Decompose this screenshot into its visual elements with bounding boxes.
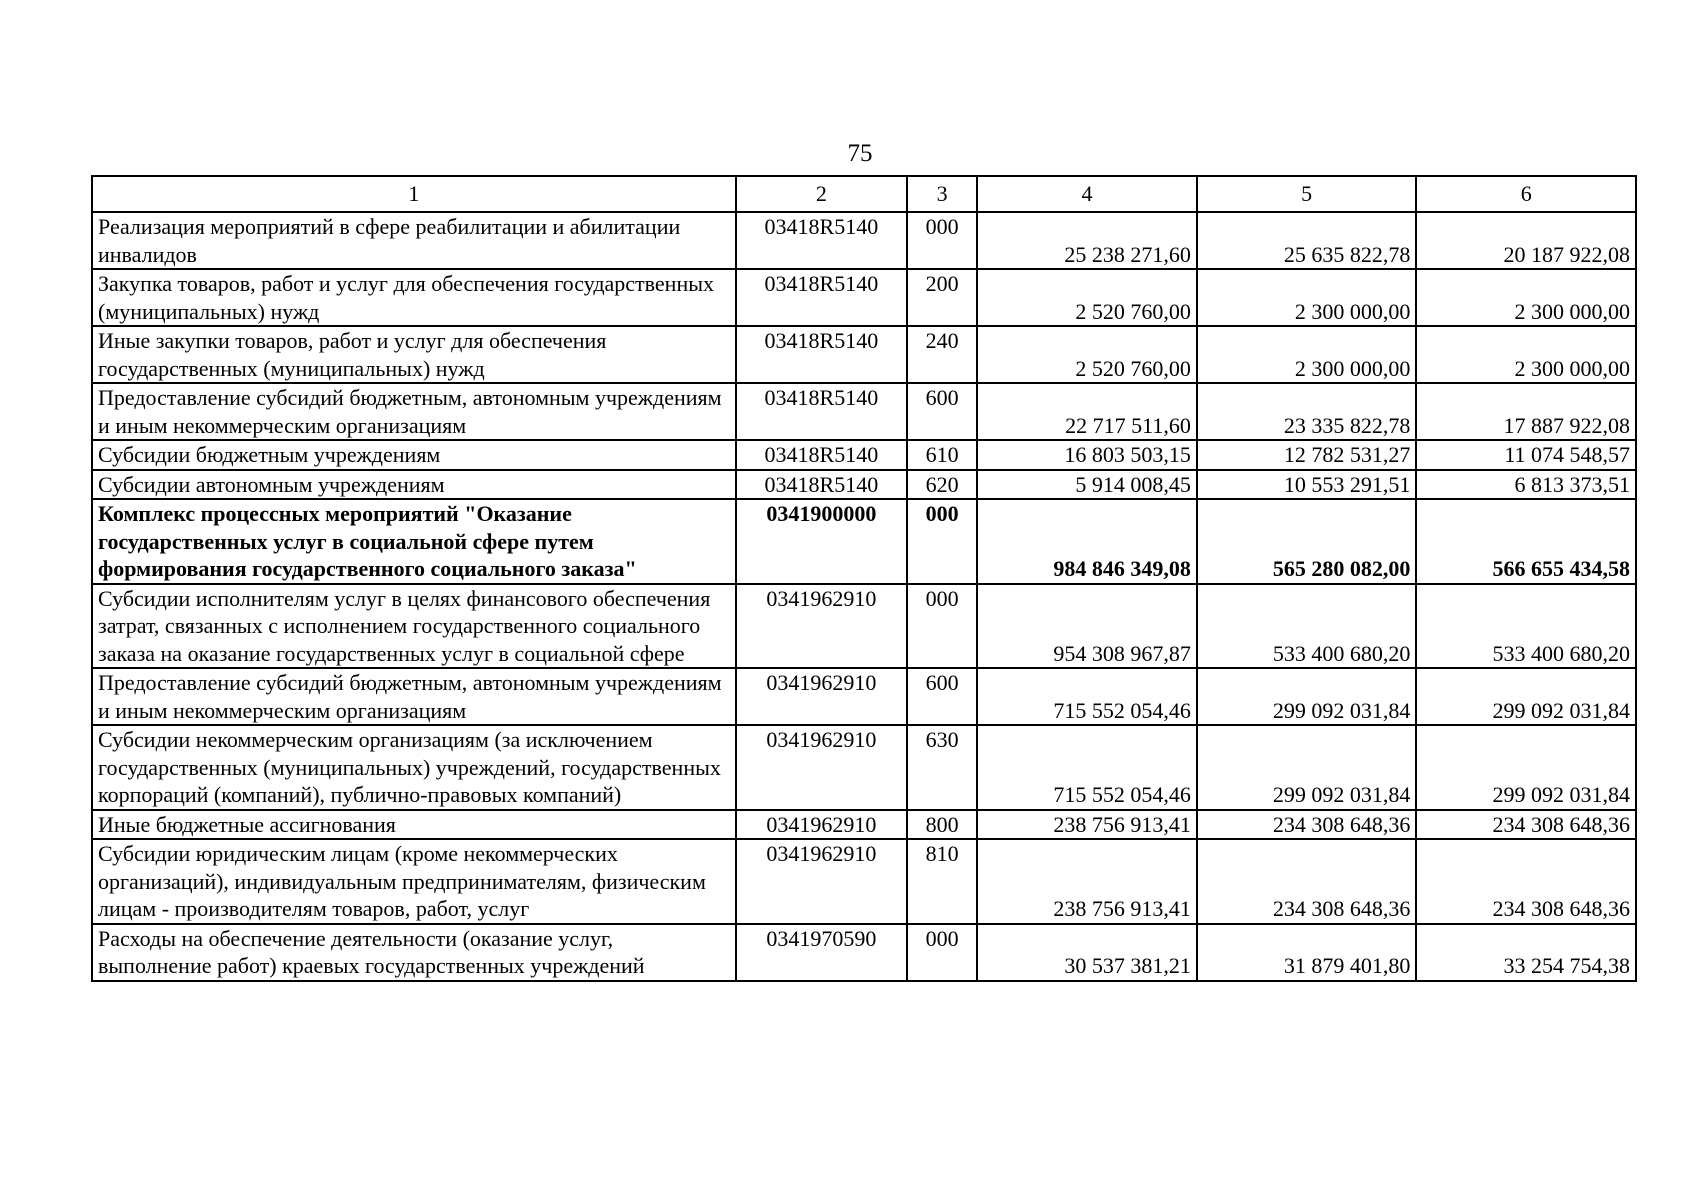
row-amount-col5: 234 308 648,36 [1197, 810, 1417, 840]
row-amount-col5: 2 300 000,00 [1197, 326, 1417, 383]
row-name: Субсидии автономным учреждениям [92, 470, 736, 500]
row-code: 03418R5140 [736, 269, 907, 326]
row-amount-col5: 2 300 000,00 [1197, 269, 1417, 326]
column-header-6: 6 [1416, 176, 1636, 212]
row-name: Предоставление субсидий бюджетным, автономным учреждениям и иным некоммерческим организациям [92, 383, 736, 440]
row-name: Субсидии исполнителям услуг в целях финансового обеспечения затрат, связанных с исполнением государственного социального заказа на оказание государственных услуг в социальной сфере [92, 584, 736, 669]
row-expense-type: 800 [907, 810, 977, 840]
row-amount-col6: 11 074 548,57 [1416, 440, 1636, 470]
table-row [92, 584, 1636, 669]
column-header-5: 5 [1197, 176, 1417, 212]
row-code: 03418R5140 [736, 212, 907, 269]
row-amount-col4: 16 803 503,15 [977, 440, 1197, 470]
table-row [92, 725, 1636, 810]
row-name: Субсидии бюджетным учреждениям [92, 440, 736, 470]
row-name: Субсидии некоммерческим организациям (за исключением государственных (муниципальных) учреждений, государственных корпораций (компаний), публично-правовых компаний) [92, 725, 736, 810]
row-code: 0341962910 [736, 725, 907, 810]
row-amount-col6: 20 187 922,08 [1416, 212, 1636, 269]
row-amount-col4: 715 552 054,46 [977, 725, 1197, 810]
row-expense-type: 200 [907, 269, 977, 326]
row-amount-col6: 566 655 434,58 [1416, 499, 1636, 584]
row-name: Иные закупки товаров, работ и услуг для обеспечения государственных (муниципальных) нужд [92, 326, 736, 383]
row-code: 0341970590 [736, 924, 907, 981]
row-expense-type: 600 [907, 668, 977, 725]
table-row [92, 810, 1636, 840]
row-amount-col4: 30 537 381,21 [977, 924, 1197, 981]
table-row [92, 470, 1636, 500]
row-expense-type: 000 [907, 584, 977, 669]
row-amount-col6: 234 308 648,36 [1416, 810, 1636, 840]
column-header-3: 3 [907, 176, 977, 212]
table-row [92, 924, 1636, 981]
row-amount-col6: 533 400 680,20 [1416, 584, 1636, 669]
row-amount-col5: 234 308 648,36 [1197, 839, 1417, 924]
row-amount-col5: 31 879 401,80 [1197, 924, 1417, 981]
column-header-1: 1 [92, 176, 736, 212]
row-expense-type: 620 [907, 470, 977, 500]
row-name: Закупка товаров, работ и услуг для обеспечения государственных (муниципальных) нужд [92, 269, 736, 326]
table-body [92, 212, 1636, 981]
row-amount-col4: 5 914 008,45 [977, 470, 1197, 500]
row-amount-col4: 238 756 913,41 [977, 810, 1197, 840]
row-amount-col5: 299 092 031,84 [1197, 725, 1417, 810]
budget-table [91, 175, 1637, 982]
row-amount-col5: 23 335 822,78 [1197, 383, 1417, 440]
table-row [92, 383, 1636, 440]
row-code: 0341900000 [736, 499, 907, 584]
row-amount-col6: 17 887 922,08 [1416, 383, 1636, 440]
row-name: Реализация мероприятий в сфере реабилитации и абилитации инвалидов [92, 212, 736, 269]
table-header-row [92, 176, 1636, 212]
row-expense-type: 630 [907, 725, 977, 810]
row-expense-type: 600 [907, 383, 977, 440]
row-expense-type: 000 [907, 924, 977, 981]
row-amount-col6: 234 308 648,36 [1416, 839, 1636, 924]
row-code: 0341962910 [736, 839, 907, 924]
table-row [92, 269, 1636, 326]
row-expense-type: 610 [907, 440, 977, 470]
row-amount-col4: 954 308 967,87 [977, 584, 1197, 669]
row-amount-col4: 25 238 271,60 [977, 212, 1197, 269]
row-amount-col5: 10 553 291,51 [1197, 470, 1417, 500]
row-amount-col5: 12 782 531,27 [1197, 440, 1417, 470]
row-name: Предоставление субсидий бюджетным, автономным учреждениям и иным некоммерческим организациям [92, 668, 736, 725]
row-name: Комплекс процессных мероприятий "Оказание государственных услуг в социальной сфере путем формирования государственного социального заказа" [92, 499, 736, 584]
row-amount-col4: 984 846 349,08 [977, 499, 1197, 584]
row-amount-col5: 565 280 082,00 [1197, 499, 1417, 584]
row-code: 03418R5140 [736, 326, 907, 383]
row-amount-col5: 25 635 822,78 [1197, 212, 1417, 269]
table-row [92, 839, 1636, 924]
table-row-program-total [92, 499, 1636, 584]
row-code: 0341962910 [736, 810, 907, 840]
column-header-2: 2 [736, 176, 907, 212]
row-amount-col6: 6 813 373,51 [1416, 470, 1636, 500]
row-amount-col4: 715 552 054,46 [977, 668, 1197, 725]
row-code: 0341962910 [736, 668, 907, 725]
row-name: Расходы на обеспечение деятельности (оказание услуг, выполнение работ) краевых государственных учреждений [92, 924, 736, 981]
row-code: 03418R5140 [736, 440, 907, 470]
row-amount-col4: 238 756 913,41 [977, 839, 1197, 924]
row-expense-type: 810 [907, 839, 977, 924]
row-amount-col6: 2 300 000,00 [1416, 326, 1636, 383]
row-name: Иные бюджетные ассигнования [92, 810, 736, 840]
row-amount-col4: 2 520 760,00 [977, 326, 1197, 383]
table-row [92, 668, 1636, 725]
row-amount-col6: 2 300 000,00 [1416, 269, 1636, 326]
row-amount-col6: 33 254 754,38 [1416, 924, 1636, 981]
table-row [92, 440, 1636, 470]
page-number: 75 [847, 140, 873, 167]
row-amount-col4: 2 520 760,00 [977, 269, 1197, 326]
row-amount-col4: 22 717 511,60 [977, 383, 1197, 440]
row-amount-col6: 299 092 031,84 [1416, 668, 1636, 725]
table-row [92, 326, 1636, 383]
row-expense-type: 000 [907, 499, 977, 584]
row-code: 03418R5140 [736, 470, 907, 500]
row-expense-type: 000 [907, 212, 977, 269]
column-header-4: 4 [977, 176, 1197, 212]
table-row [92, 212, 1636, 269]
row-code: 03418R5140 [736, 383, 907, 440]
row-expense-type: 240 [907, 326, 977, 383]
row-name: Субсидии юридическим лицам (кроме некоммерческих организаций), индивидуальным предпринимателям, физическим лицам - производителям товаров, работ, услуг [92, 839, 736, 924]
row-amount-col6: 299 092 031,84 [1416, 725, 1636, 810]
row-amount-col5: 533 400 680,20 [1197, 584, 1417, 669]
row-amount-col5: 299 092 031,84 [1197, 668, 1417, 725]
row-code: 0341962910 [736, 584, 907, 669]
